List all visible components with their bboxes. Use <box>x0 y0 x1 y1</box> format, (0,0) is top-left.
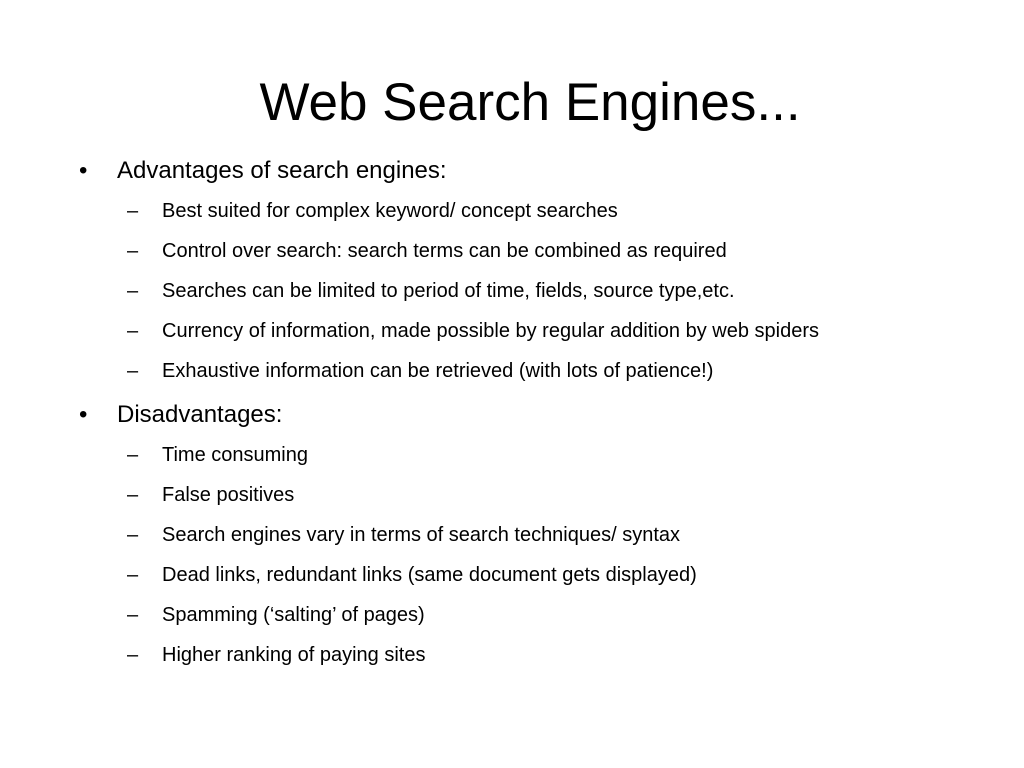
bullet-item <box>0 151 1024 191</box>
sub-bullet-text: Higher ranking of paying sites <box>162 644 426 666</box>
sub-bullet-item <box>0 635 1024 675</box>
sub-bullet-text: Time consuming <box>162 444 308 466</box>
slide-content <box>0 151 1024 675</box>
sub-bullet-item <box>0 311 1024 351</box>
sub-bullet-text: False positives <box>162 484 295 506</box>
sub-bullet-text: Best suited for complex keyword/ concept searches <box>162 200 618 222</box>
dash-icon: – <box>127 524 139 546</box>
sub-bullet-item <box>0 435 1024 475</box>
dash-icon: – <box>127 444 139 466</box>
slide-title: Web Search Engines... <box>259 73 801 132</box>
sub-bullet-text: Currency of information, made possible by regular addition by web spiders <box>162 320 820 342</box>
sub-bullet-text: Exhaustive information can be retrieved (with lots of patience!) <box>162 360 714 382</box>
section-heading: Disadvantages: <box>117 401 283 428</box>
section-disadvantages <box>0 395 1024 675</box>
section-advantages <box>0 151 1024 391</box>
bullet-icon: • <box>79 157 88 184</box>
bullet-item <box>0 395 1024 435</box>
sub-bullet-item <box>0 515 1024 555</box>
dash-icon: – <box>127 240 139 262</box>
sub-bullet-item <box>0 555 1024 595</box>
sub-bullet-item <box>0 595 1024 635</box>
bullet-icon: • <box>79 401 88 428</box>
dash-icon: – <box>127 604 139 626</box>
dash-icon: – <box>127 484 139 506</box>
dash-icon: – <box>127 280 139 302</box>
sub-bullet-text: Dead links, redundant links (same document gets displayed) <box>162 564 697 586</box>
dash-icon: – <box>127 200 139 222</box>
sub-bullet-item <box>0 475 1024 515</box>
dash-icon: – <box>127 320 139 342</box>
sub-bullet-text: Search engines vary in terms of search techniques/ syntax <box>162 524 681 546</box>
sub-bullet-item <box>0 231 1024 271</box>
sub-bullet-item <box>0 351 1024 391</box>
sub-bullet-item <box>0 271 1024 311</box>
sub-bullet-text: Searches can be limited to period of time, fields, source type,etc. <box>162 280 735 302</box>
dash-icon: – <box>127 564 139 586</box>
sub-bullet-text: Spamming (‘salting’ of pages) <box>162 604 425 626</box>
section-heading: Advantages of search engines: <box>117 157 447 184</box>
dash-icon: – <box>127 644 139 666</box>
dash-icon: – <box>127 360 139 382</box>
sub-bullet-item <box>0 191 1024 231</box>
sub-bullet-text: Control over search: search terms can be combined as required <box>162 240 727 262</box>
